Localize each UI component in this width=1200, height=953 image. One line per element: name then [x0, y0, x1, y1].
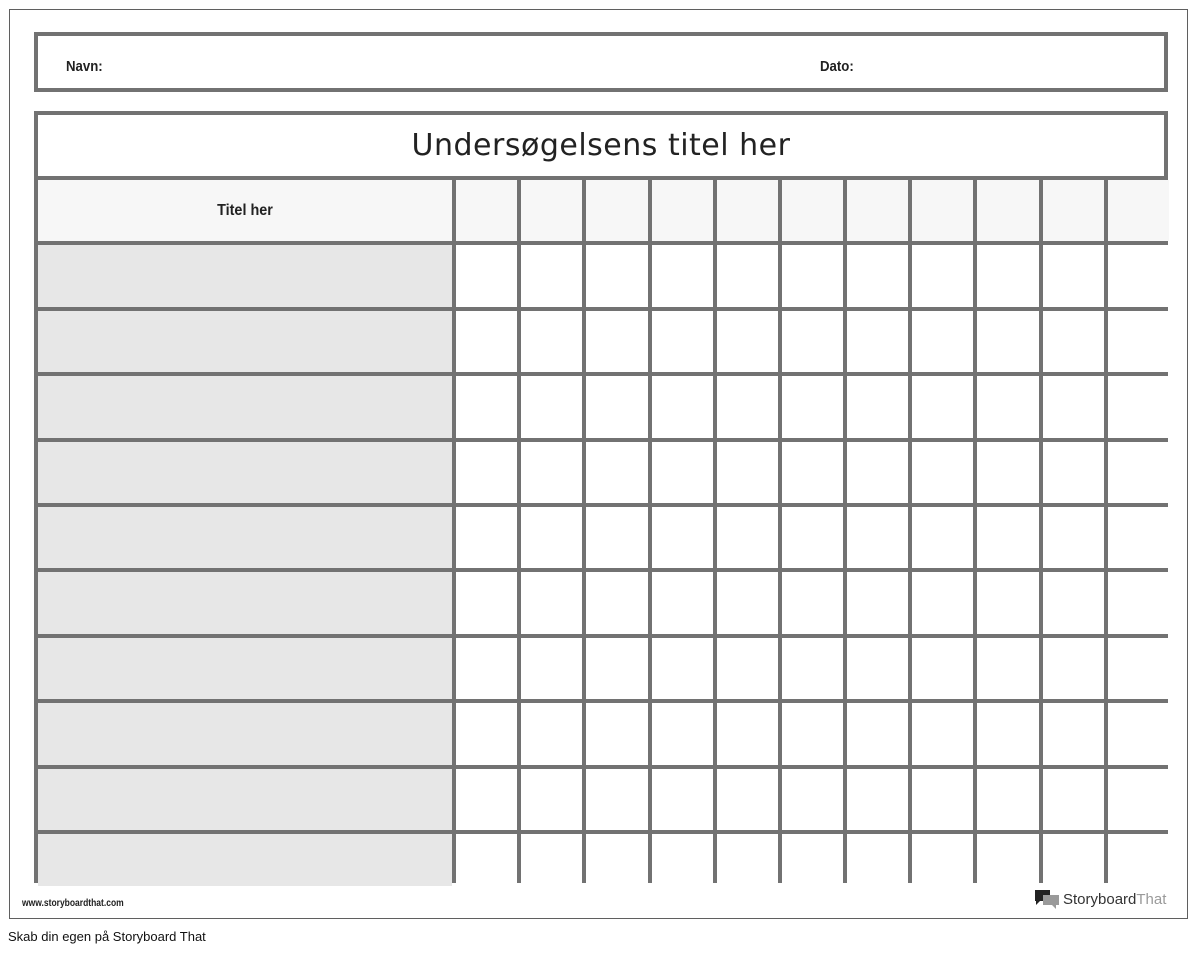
row-label-cell — [38, 442, 452, 503]
data-cell — [717, 572, 778, 633]
data-cell — [521, 769, 582, 830]
data-cell — [1043, 703, 1104, 764]
survey-grid — [38, 180, 1164, 883]
data-cell — [652, 507, 713, 568]
data-cell — [977, 769, 1038, 830]
data-cell — [1043, 507, 1104, 568]
data-cell — [717, 703, 778, 764]
survey-title: Undersøgelsens titel her — [411, 128, 791, 163]
data-cell — [717, 638, 778, 699]
data-cell — [652, 376, 713, 437]
row-label-cell — [38, 572, 452, 633]
data-cell — [456, 311, 517, 372]
data-cell — [912, 442, 973, 503]
column-header-cell — [586, 180, 647, 241]
data-cell — [456, 442, 517, 503]
data-cell — [1108, 572, 1169, 633]
survey-table — [34, 111, 1168, 883]
data-cell — [456, 769, 517, 830]
data-cell — [782, 376, 843, 437]
data-cell — [1108, 376, 1169, 437]
data-cell — [782, 572, 843, 633]
data-cell — [977, 572, 1038, 633]
data-cell — [847, 703, 908, 764]
data-cell — [847, 572, 908, 633]
data-cell — [717, 769, 778, 830]
data-cell — [652, 834, 713, 886]
data-cell — [586, 442, 647, 503]
data-cell — [1043, 442, 1104, 503]
column-header-cell — [782, 180, 843, 241]
data-cell — [1108, 311, 1169, 372]
data-cell — [456, 245, 517, 306]
data-cell — [586, 572, 647, 633]
data-cell — [521, 638, 582, 699]
row-label-cell — [38, 507, 452, 568]
data-cell — [912, 245, 973, 306]
data-cell — [652, 245, 713, 306]
data-cell — [912, 638, 973, 699]
brand-story: Storyboard — [1063, 890, 1137, 908]
name-label: Navn: — [66, 58, 103, 75]
data-cell — [977, 507, 1038, 568]
row-label-cell — [38, 245, 452, 306]
data-cell — [1043, 245, 1104, 306]
data-cell — [912, 572, 973, 633]
data-cell — [847, 376, 908, 437]
data-cell — [912, 834, 973, 886]
data-cell — [977, 834, 1038, 886]
data-cell — [847, 507, 908, 568]
data-cell — [456, 834, 517, 886]
data-cell — [652, 638, 713, 699]
create-your-own-caption: Skab din egen på Storyboard That — [8, 929, 206, 944]
data-cell — [782, 442, 843, 503]
brand-that: That — [1136, 890, 1167, 908]
data-cell — [1108, 638, 1169, 699]
row-label-cell — [38, 769, 452, 830]
data-cell — [586, 703, 647, 764]
data-cell — [717, 376, 778, 437]
data-cell — [1043, 311, 1104, 372]
column-header-title — [38, 180, 452, 241]
data-cell — [586, 245, 647, 306]
data-cell — [1043, 572, 1104, 633]
data-cell — [652, 769, 713, 830]
data-cell — [977, 376, 1038, 437]
data-cell — [782, 638, 843, 699]
data-cell — [456, 376, 517, 437]
data-cell — [717, 245, 778, 306]
data-cell — [521, 834, 582, 886]
date-label: Dato: — [820, 58, 854, 75]
data-cell — [586, 834, 647, 886]
data-cell — [847, 311, 908, 372]
data-cell — [652, 703, 713, 764]
data-cell — [521, 311, 582, 372]
column-header-cell — [652, 180, 713, 241]
data-cell — [717, 311, 778, 372]
data-cell — [847, 834, 908, 886]
row-label-cell — [38, 638, 452, 699]
data-cell — [652, 442, 713, 503]
data-cell — [1108, 245, 1169, 306]
data-cell — [1108, 507, 1169, 568]
data-cell — [977, 638, 1038, 699]
data-cell — [586, 376, 647, 437]
data-cell — [521, 703, 582, 764]
data-cell — [977, 245, 1038, 306]
column-header-cell — [847, 180, 908, 241]
name-date-box — [34, 32, 1168, 92]
data-cell — [1108, 834, 1169, 886]
data-cell — [521, 442, 582, 503]
data-cell — [456, 703, 517, 764]
speech-bubble-icon — [1034, 888, 1060, 910]
data-cell — [912, 376, 973, 437]
data-cell — [847, 769, 908, 830]
data-cell — [717, 834, 778, 886]
data-cell — [652, 311, 713, 372]
data-cell — [977, 703, 1038, 764]
data-cell — [586, 769, 647, 830]
data-cell — [521, 507, 582, 568]
data-cell — [782, 769, 843, 830]
data-cell — [782, 245, 843, 306]
column-header-cell — [717, 180, 778, 241]
row-label-cell — [38, 376, 452, 437]
footer-url: www.storyboardthat.com — [22, 898, 124, 909]
data-cell — [1043, 376, 1104, 437]
data-cell — [782, 834, 843, 886]
data-cell — [521, 245, 582, 306]
data-cell — [782, 507, 843, 568]
title-row — [38, 115, 1164, 180]
column-header-cell — [977, 180, 1038, 241]
data-cell — [912, 769, 973, 830]
row-label-cell — [38, 703, 452, 764]
data-cell — [717, 507, 778, 568]
data-cell — [1043, 769, 1104, 830]
column-header-cell — [456, 180, 517, 241]
data-cell — [586, 507, 647, 568]
data-cell — [847, 638, 908, 699]
data-cell — [977, 311, 1038, 372]
data-cell — [1108, 769, 1169, 830]
column-header-cell — [912, 180, 973, 241]
row-label-cell — [38, 834, 452, 886]
data-cell — [456, 572, 517, 633]
column-header-cell — [1108, 180, 1169, 241]
data-cell — [456, 507, 517, 568]
data-cell — [521, 376, 582, 437]
data-cell — [586, 638, 647, 699]
row-label-cell — [38, 311, 452, 372]
data-cell — [912, 703, 973, 764]
data-cell — [1043, 834, 1104, 886]
data-cell — [586, 311, 647, 372]
data-cell — [652, 572, 713, 633]
column-header-text: Titel her — [217, 201, 273, 219]
data-cell — [912, 507, 973, 568]
data-cell — [717, 442, 778, 503]
data-cell — [977, 442, 1038, 503]
column-header-cell — [1043, 180, 1104, 241]
column-header-cell — [521, 180, 582, 241]
data-cell — [1108, 703, 1169, 764]
data-cell — [521, 572, 582, 633]
storyboardthat-logo — [1034, 888, 1166, 910]
data-cell — [782, 703, 843, 764]
data-cell — [1043, 638, 1104, 699]
data-cell — [912, 311, 973, 372]
data-cell — [847, 245, 908, 306]
data-cell — [456, 638, 517, 699]
data-cell — [1108, 442, 1169, 503]
data-cell — [847, 442, 908, 503]
data-cell — [782, 311, 843, 372]
